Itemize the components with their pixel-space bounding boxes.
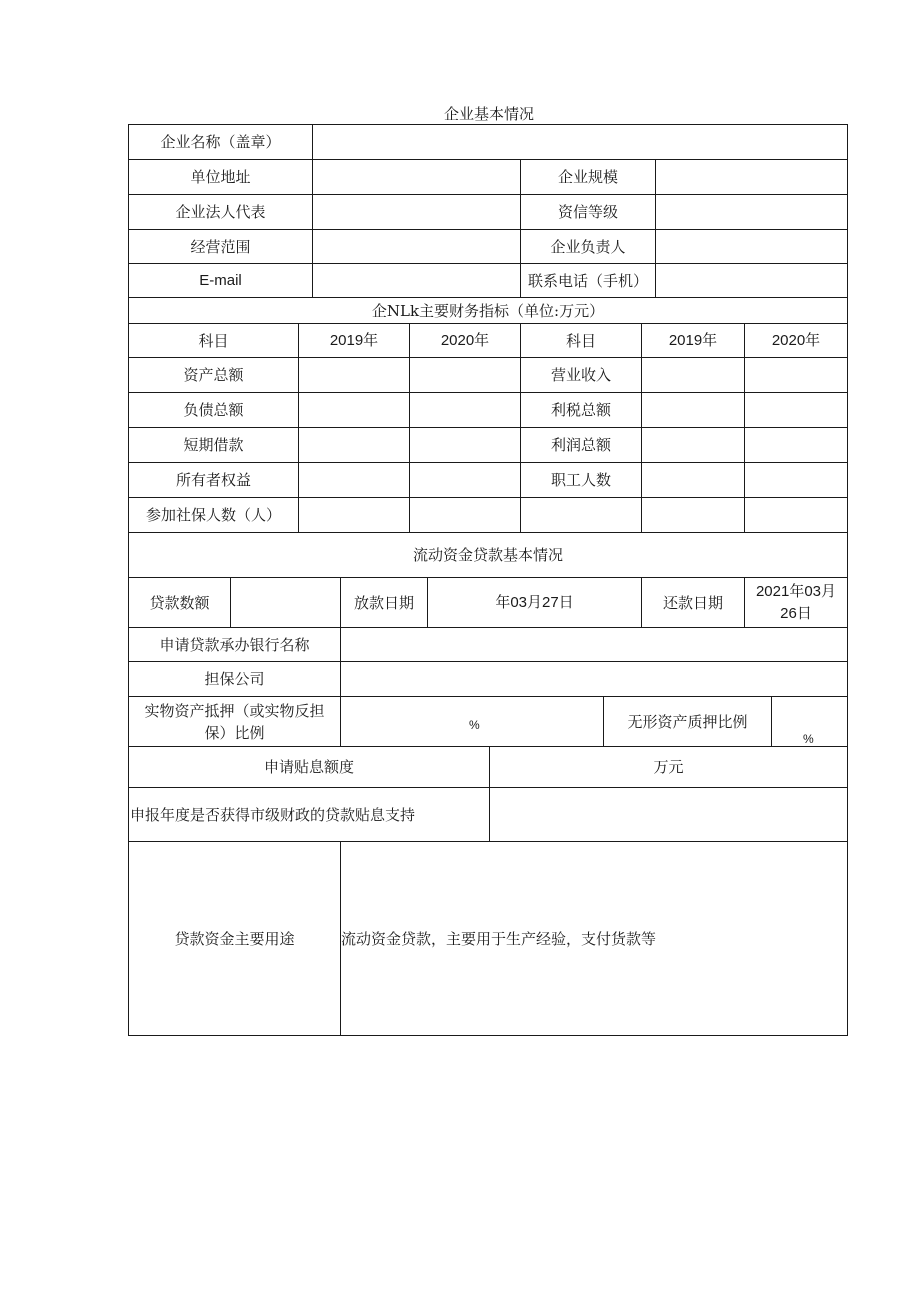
subsidy-label: 申请贴息额度 bbox=[263, 758, 354, 776]
finance-cell[interactable] bbox=[641, 393, 744, 427]
collateral-label bbox=[129, 697, 340, 746]
finance-header: 企NLk主要财务指标（单位:万元） bbox=[371, 301, 605, 320]
business-scope-label: 经营范围 bbox=[190, 237, 251, 256]
row-purpose bbox=[129, 842, 847, 1035]
finance-row-label: 资产总额 bbox=[183, 366, 244, 384]
finance-cell[interactable] bbox=[409, 463, 520, 497]
bank-field[interactable] bbox=[340, 628, 847, 661]
finance-row-label: 利润总额 bbox=[520, 428, 641, 462]
collateral-label-line2: 保）比例 bbox=[204, 723, 265, 742]
row-bank bbox=[129, 628, 847, 662]
table-row bbox=[129, 428, 847, 463]
col-subject-left: 科目 bbox=[198, 331, 229, 350]
release-date-field[interactable]: 年03月27日 bbox=[427, 578, 641, 627]
row-address bbox=[129, 160, 847, 195]
finance-cell[interactable] bbox=[409, 358, 520, 392]
finance-row-label: 职工人数 bbox=[520, 463, 641, 497]
finance-cell[interactable] bbox=[298, 358, 409, 392]
manager-label: 企业负责人 bbox=[520, 230, 655, 263]
finance-cell[interactable] bbox=[409, 498, 520, 532]
finance-row-label: 短期借款 bbox=[183, 436, 244, 454]
table-row bbox=[129, 498, 847, 533]
address-label: 单位地址 bbox=[190, 168, 251, 186]
finance-cell[interactable] bbox=[641, 358, 744, 392]
finance-cell[interactable] bbox=[298, 463, 409, 497]
repay-date-line1: 2021年03月 bbox=[755, 582, 837, 600]
row-collateral bbox=[129, 697, 847, 747]
scale-label: 企业规模 bbox=[520, 160, 655, 194]
row-business-scope bbox=[129, 230, 847, 264]
bank-label: 申请贷款承办银行名称 bbox=[159, 635, 310, 654]
finance-row-label: 所有者权益 bbox=[175, 471, 251, 489]
loan-amount-label: 贷款数额 bbox=[149, 593, 210, 612]
row-support bbox=[129, 788, 847, 842]
form-title: 企业基本情况 bbox=[443, 105, 534, 123]
finance-row-label: 负债总额 bbox=[183, 401, 244, 419]
row-email bbox=[129, 264, 847, 298]
collateral-label-line1: 实物资产抵押（或实物反担 bbox=[144, 701, 325, 720]
col-subject-right: 科目 bbox=[520, 324, 641, 357]
loan-application-form bbox=[128, 124, 848, 1036]
manager-field[interactable] bbox=[655, 230, 847, 263]
row-guarantee bbox=[129, 662, 847, 697]
col-2020-right: 2020年 bbox=[744, 324, 847, 357]
finance-cell[interactable] bbox=[298, 428, 409, 462]
finance-row-label bbox=[520, 498, 641, 532]
finance-cell[interactable] bbox=[641, 428, 744, 462]
company-name-field[interactable] bbox=[312, 125, 847, 159]
finance-cell[interactable] bbox=[641, 463, 744, 497]
repay-date-field[interactable] bbox=[744, 578, 847, 627]
loan-section-title-row bbox=[129, 533, 847, 578]
finance-cell[interactable] bbox=[409, 393, 520, 427]
legal-rep-field[interactable] bbox=[312, 195, 520, 229]
finance-row-label: 利税总额 bbox=[520, 393, 641, 427]
row-subsidy bbox=[129, 747, 847, 788]
table-row bbox=[129, 393, 847, 428]
release-date-label: 放款日期 bbox=[340, 578, 427, 627]
loan-section-title: 流动资金贷款基本情况 bbox=[412, 546, 563, 564]
guarantee-label: 担保公司 bbox=[204, 670, 265, 688]
finance-column-headers bbox=[129, 324, 847, 358]
support-label: 申报年度是否获得市级财政的贷款贴息支持 bbox=[130, 805, 416, 824]
scale-field[interactable] bbox=[655, 160, 847, 194]
purpose-field[interactable]: 流动资金贷款，主要用于生产经验，支付货款等 bbox=[340, 842, 847, 1035]
row-company-name bbox=[129, 125, 847, 160]
intangible-ratio-field[interactable] bbox=[771, 697, 847, 746]
guarantee-field[interactable] bbox=[340, 662, 847, 696]
finance-row-label: 参加社保人数（人） bbox=[145, 506, 281, 524]
finance-cell[interactable] bbox=[298, 393, 409, 427]
row-loan-dates bbox=[129, 578, 847, 628]
finance-cell[interactable] bbox=[744, 428, 847, 462]
email-label: E-mail bbox=[199, 271, 242, 289]
col-2019-right: 2019年 bbox=[641, 324, 744, 357]
finance-row-label: 营业收入 bbox=[520, 358, 641, 392]
finance-cell[interactable] bbox=[744, 358, 847, 392]
legal-rep-label: 企业法人代表 bbox=[175, 203, 266, 221]
loan-amount-field[interactable] bbox=[230, 578, 340, 627]
finance-cell[interactable] bbox=[744, 498, 847, 532]
table-row bbox=[129, 463, 847, 498]
repay-date-line2: 26日 bbox=[780, 604, 812, 622]
table-row bbox=[129, 358, 847, 393]
support-field[interactable] bbox=[489, 788, 847, 841]
email-field[interactable] bbox=[312, 264, 520, 297]
row-legal-rep bbox=[129, 195, 847, 230]
address-field[interactable] bbox=[312, 160, 520, 194]
finance-cell[interactable] bbox=[641, 498, 744, 532]
company-name-label: 企业名称（盖章） bbox=[160, 133, 281, 151]
percent-symbol: % bbox=[803, 732, 814, 746]
finance-cell[interactable] bbox=[409, 428, 520, 462]
finance-cell[interactable] bbox=[744, 393, 847, 427]
col-2019-left: 2019年 bbox=[298, 324, 409, 357]
finance-cell[interactable] bbox=[298, 498, 409, 532]
finance-header-row bbox=[129, 298, 847, 324]
subsidy-field[interactable]: 万元 bbox=[489, 747, 847, 787]
percent-symbol: % bbox=[469, 718, 480, 732]
collateral-ratio-field[interactable] bbox=[340, 697, 603, 746]
repay-date-label: 还款日期 bbox=[641, 578, 744, 627]
intangible-label: 无形资产质押比例 bbox=[603, 697, 771, 746]
credit-label: 资信等级 bbox=[520, 195, 655, 229]
business-scope-field[interactable] bbox=[312, 230, 520, 263]
purpose-label: 贷款资金主要用途 bbox=[174, 929, 295, 948]
phone-label: 联系电话（手机） bbox=[520, 264, 655, 297]
credit-field[interactable] bbox=[655, 195, 847, 229]
finance-cell[interactable] bbox=[744, 463, 847, 497]
col-2020-left: 2020年 bbox=[409, 324, 520, 357]
phone-field[interactable] bbox=[655, 264, 847, 297]
